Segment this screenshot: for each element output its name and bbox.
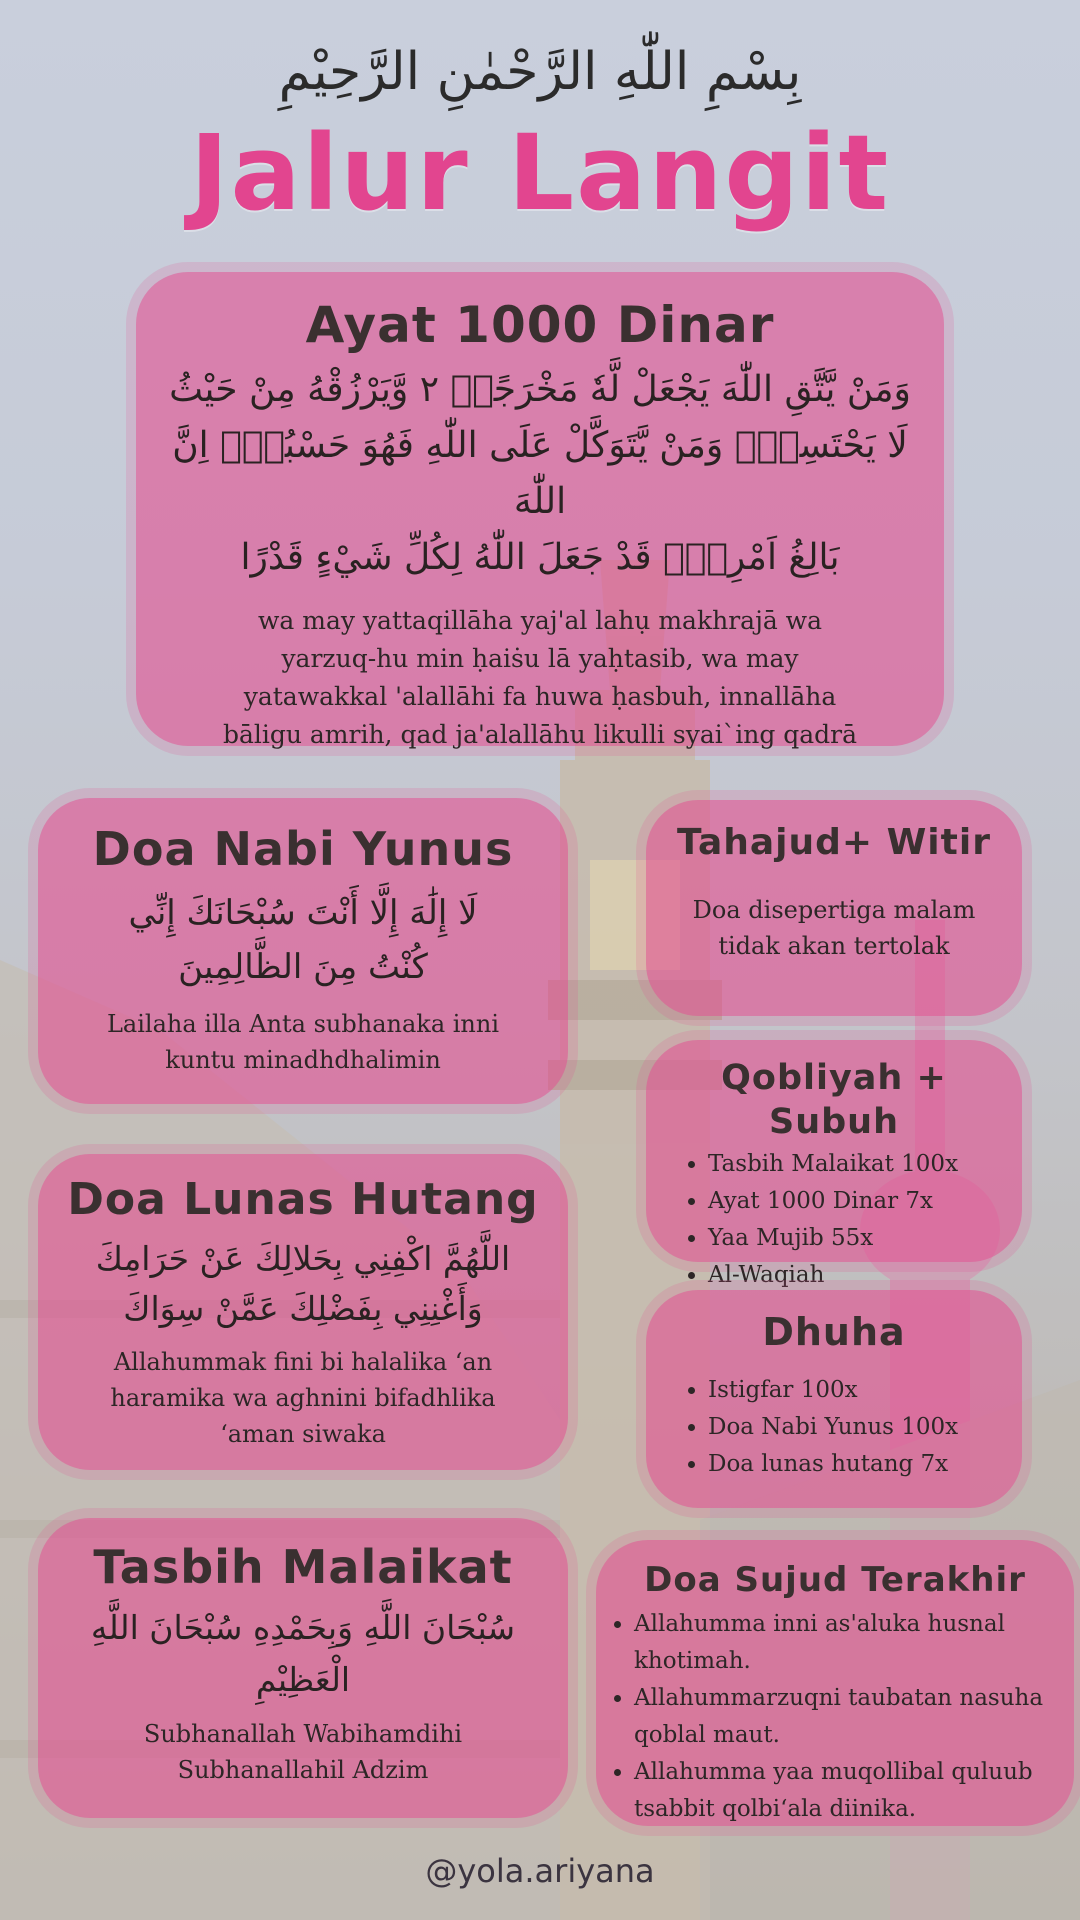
list-item: • Doa lunas hutang 7x — [708, 1446, 1016, 1483]
arabic-line: بَالِغُ اَمْرِهٖۗ قَدْ جَعَلَ اللّٰهُ لِكُلِّ شَيْءٍ قَدْرًا — [240, 537, 840, 578]
arabic-line: الْعَظِيْمِ — [255, 1660, 351, 1699]
arabic-line: وَمَنْ يَّتَّقِ اللّٰهَ يَجْعَلْ لَّهٗ مَخْرَجًاۙ ٢ وَّيَرْزُقْهُ مِنْ حَيْثُ — [169, 369, 911, 410]
description-line: tidak akan tertolak — [718, 932, 950, 960]
card-doa-nabi-yunus — [38, 798, 568, 1104]
dhuha-list — [652, 1372, 1016, 1483]
list-item: • Doa Nabi Yunus 100x — [708, 1409, 1016, 1446]
arabic-line: لَا إِلَٰهَ إِلَّا أَنْتَ سُبْحَانَكَ إِنِّي — [128, 893, 478, 933]
page-title: Jalur Langit — [189, 112, 891, 234]
card-title: Doa Sujud Terakhir — [644, 1560, 1026, 1600]
arabic-line: سُبْحَانَ اللَّهِ وَبِحَمْدِهِ سُبْحَانَ اللَّهِ — [90, 1608, 516, 1647]
arabic-line: وَأَغْنِنِي بِفَضْلِكَ عَمَّنْ سِوَاكَ — [123, 1289, 483, 1328]
bismillah-calligraphy: بِسْمِ اللّٰهِ الرَّحْمٰنِ الرَّحِيْمِ — [278, 42, 802, 102]
list-item: • Yaa Mujib 55x — [708, 1220, 1016, 1257]
transliteration-line: kuntu minadhdhalimin — [165, 1046, 441, 1074]
author-handle: @yola.ariyana — [425, 1852, 655, 1890]
transliteration-line: yatawakkal 'alallāhi fa huwa ḥasbuh, innallāha — [243, 682, 837, 711]
card-title: Ayat 1000 Dinar — [305, 296, 775, 354]
card-ayat-1000-dinar — [136, 272, 944, 749]
transliteration-line: yarzuq-hu min ḥaiṡu lā yaḥtasib, wa may — [281, 644, 799, 673]
transliteration-line: wa may yattaqillāha yaj'al lahụ makhrajā wa — [258, 606, 822, 635]
arabic-line: اللَّهُمَّ اكْفِنِي بِحَلالِكَ عَنْ حَرَامِكَ — [95, 1239, 511, 1278]
qobliyah-subuh-list — [652, 1146, 1016, 1294]
transliteration-line: Subhanallah Wabihamdihi — [143, 1720, 463, 1748]
card-doa-sujud-terakhir — [596, 1540, 1074, 1826]
arabic-line: لَا يَحْتَسِبُۗ وَمَنْ يَّتَوَكَّلْ عَلَى اللّٰهِ فَهُوَ حَسْبُهٗۗ اِنَّ اللّٰهَ — [172, 425, 908, 522]
card-tahajud-witir — [646, 800, 1022, 1016]
card-qobliyah-subuh — [646, 1040, 1022, 1288]
transliteration-line: ‘aman siwaka — [220, 1420, 386, 1448]
list-item: • Al-Waqiah — [708, 1257, 1016, 1294]
card-doa-lunas-hutang — [38, 1154, 568, 1470]
card-title: Tasbih Malaikat — [93, 1540, 513, 1594]
card-tasbih-malaikat — [38, 1518, 568, 1818]
list-item: • Allahumma inni as'aluka husnal khotimah. — [634, 1606, 1060, 1680]
doa-sujud-list — [604, 1606, 1066, 1828]
card-title: Qobliyah + Subuh — [721, 1058, 947, 1142]
transliteration-line: Allahummak fini bi halalika ‘an — [113, 1348, 493, 1376]
transliteration-line: haramika wa aghnini bifadhlika — [110, 1384, 496, 1412]
list-item: • Allahummarzuqni taubatan nasuha qoblal maut. — [634, 1680, 1060, 1754]
card-title: Dhuha — [762, 1310, 906, 1354]
transliteration-line: Subhanallahil Adzim — [177, 1756, 429, 1784]
list-item: • Istigfar 100x — [708, 1372, 1016, 1409]
list-item: • Ayat 1000 Dinar 7x — [708, 1183, 1016, 1220]
card-title: Doa Nabi Yunus — [92, 822, 514, 876]
list-item: • Tasbih Malaikat 100x — [708, 1146, 1016, 1183]
card-title: Tahajud+ Witir — [677, 822, 991, 863]
description-line: Doa disepertiga malam — [692, 896, 976, 924]
transliteration-line: Lailaha illa Anta subhanaka inni — [106, 1010, 500, 1038]
card-dhuha — [646, 1290, 1022, 1508]
list-item: • Allahumma yaa muqollibal quluub tsabbit qolbi‘ala diinika. — [634, 1754, 1060, 1828]
card-title: Doa Lunas Hutang — [67, 1174, 539, 1225]
arabic-line: كُنْتُ مِنَ الظَّالِمِينَ — [178, 947, 428, 987]
transliteration-line: bāligu amrih, qad ja'alallāhu likulli syai`ing qadrā — [222, 720, 858, 749]
